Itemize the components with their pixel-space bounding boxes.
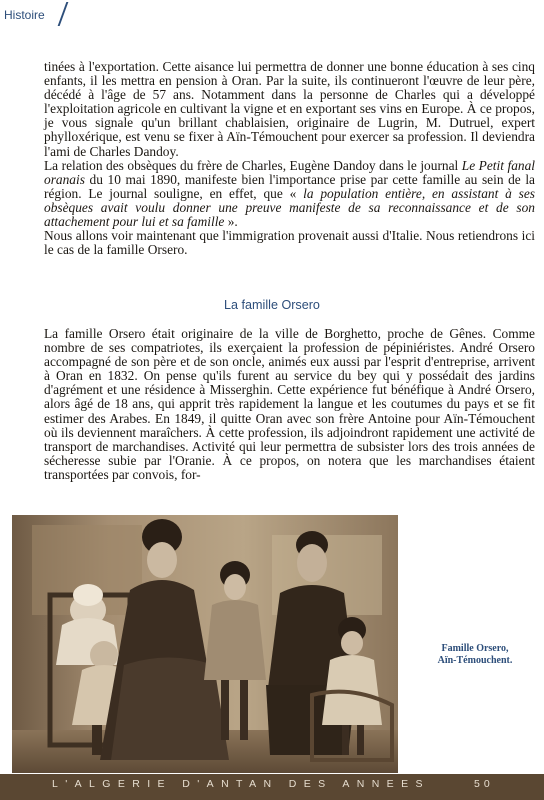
paragraph: tinées à l'exportation. Cette aisance lui permettra de donner une bonne éducation à ses cinq enfants, il les mettra en pension à Oran. Par la suite, ils continueront l'œuvre de leur père, décédé à l'âge de 57 ans. Notamment dans la personne de Charles qui a développé l'exploitation agricole en cultivant la vigne et en exportant ses vins en Europe. À ce propos, je vous signale qu'un brillant chablaisien, originaire de Lugrin, M. Dutruel, expert phylloxérique, est venu se fixer à Aïn-Témouchent pour exercer sa profession. Il deviendra l'ami de Charles Dandoy. <box>44 59 535 159</box>
section-label: Histoire <box>4 8 45 22</box>
paragraph: La famille Orsero était originaire de la ville de Borghetto, proche de Gênes. Comme nombre de ses compatriotes, ils exerçaient la profession de pépiniéristes. André Orsero accompagné de son père et de son oncle, animés eux aussi par l'esprit d'entreprise, arrivent à Oran en 1832. On pense qu'ils furent au service du bey qui y possédait des jardins d'agrément et une résidence à Misserghin. Cette expérience fut bénéfique à André Orsero, alors âgé de 18 ans, qui apprit très rapidement la langue et les coutumes du pays et se fit estimer des Arabes. En 1849, il quitte Oran avec son frère Antoine pour Aïn-Témouchent où ils deviennent maraîchers. À cette profession, ils adjoindront rapidement une activité de transport de marchandises. Activité qui leur permettra de subsister lors des trois années de sécheresse subie par l'Oranie. À ce propos, on notera que les marchandises étaient transportées par convois, for- <box>44 326 535 482</box>
text-span: du 10 mai 1890, manifeste bien l'importance prise par cette famille au sein de la région. Le journal souligne, en effet, que « <box>44 171 535 201</box>
section-heading: La famille Orsero <box>224 298 320 312</box>
caption-line: Aïn-Témouchent. <box>437 655 513 666</box>
photo-caption <box>414 643 536 667</box>
caption-line: Famille Orsero, <box>441 643 509 654</box>
journal-title: Le Petit fanal oranais <box>44 157 535 187</box>
article-body-top <box>44 60 535 257</box>
paragraph-obseques <box>44 159 535 229</box>
section-tab <box>0 0 78 24</box>
paragraph: Nous allons voir maintenant que l'immigration provenait aussi d'Italie. Nous retiendrons ici le cas de la famille Orsero. <box>44 228 535 258</box>
section-slash-decoration <box>58 2 69 26</box>
magazine-title: L'ALGERIE D'ANTAN DES ANNEES <box>52 778 430 790</box>
quote-text: la population entière, en assistant à ses obsèques avait voulu donner une preuve manifeste de sa reconnaissance et de son attachement pour lui et sa famille <box>44 185 535 230</box>
text-span: La relation des obsèques du frère de Charles, Eugène Dandoy dans le journal <box>44 157 462 173</box>
article-body-orsero <box>44 327 535 482</box>
family-photo <box>12 515 398 773</box>
text-span: ». <box>224 214 238 230</box>
page-number: 50 <box>474 778 494 790</box>
